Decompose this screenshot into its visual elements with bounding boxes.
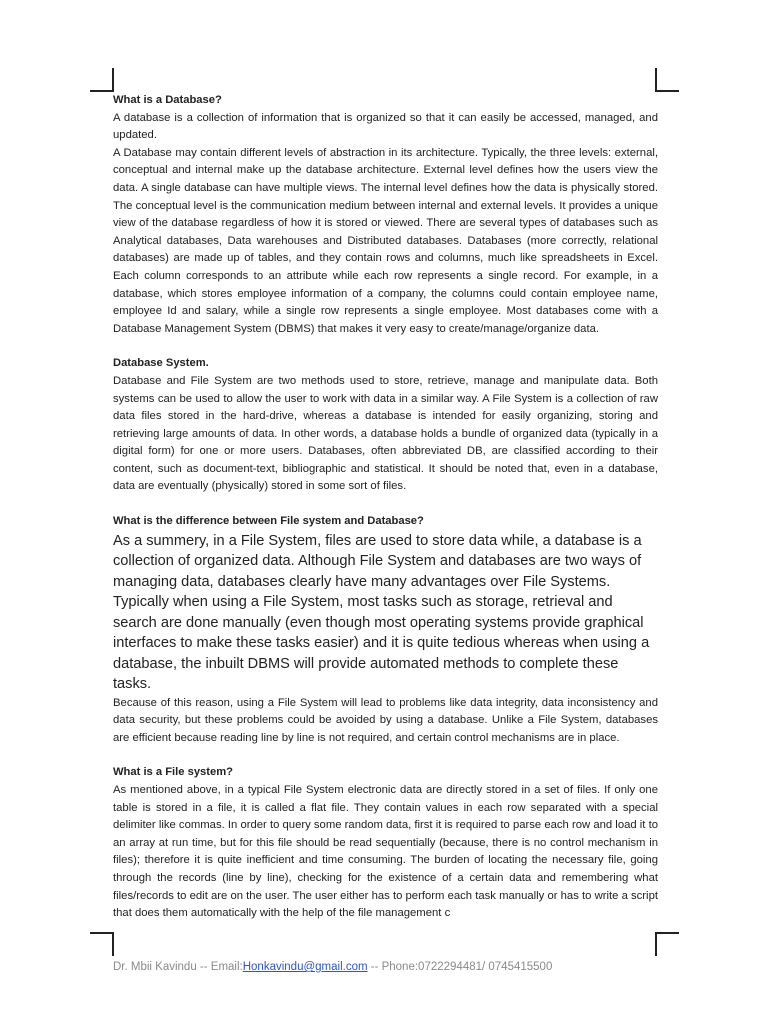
footer-email-link[interactable]: Honkavindu@gmail.com (242, 961, 368, 973)
crop-mark-top-left-horizontal (90, 90, 114, 92)
crop-mark-bottom-left-horizontal (90, 932, 114, 934)
paragraph-database-system: Database and File System are two methods used to store, retrieve, manage and manipulate data. Both systems can be used to allow the user to work with data in a similar way. A File System is a collection of raw data files stored in the hard-drive, whereas a database is intended for easily organizing, storing and retrieving large amounts of data. In other words, a database holds a bundle of organized data (typically in a digital form) for one or more users. Databases, often abbreviated DB, are classified according to their content, such as document-text, bibliographic and statistical. It should be noted that, even in a database, data are eventually (physically) stored in some sort of files. (113, 374, 658, 493)
page-footer (113, 961, 552, 973)
document-page (113, 92, 658, 922)
footer-author: Dr. Mbii Kavindu -- Email: (113, 961, 243, 973)
paragraph-difference-summary: As a summery, in a File System, files are used to store data while, a database is a collection of organized data. Although File System and databases are two ways of managing data, databases clearly have many advantages over File Systems. Typically when using a File System, most tasks such as storage, retrieval and search are done manually (even though most operating systems provide graphical interfaces to make these tasks easier) and it is quite tedious whereas when using a database, the inbuilt DBMS will provide automated methods to complete these tasks. (113, 532, 650, 693)
footer-phone: -- Phone:0722294481/ 0745415500 (367, 961, 553, 973)
crop-mark-bottom-right-vertical (655, 932, 657, 956)
paragraph-database-architecture: A Database may contain different levels of abstraction in its architecture. Typically, the three levels: external, conceptual and internal make up the database architecture. External level defines how the users view the data. A single database can have multiple views. The internal level defines how the data is physically stored. The conceptual level is the communication medium between internal and external levels. It provides a unique view of the database regardless of how it is stored or viewed. There are several types of databases such as Analytical databases, Data warehouses and Distributed databases. Databases (more correctly, relational databases) are made up of tables, and they contain rows and columns, much like spreadsheets in Excel. Each column corresponds to an attribute while each row represents a single record. For example, in a database, which stores employee information of a company, the columns could contain employee name, employee Id and salary, while a single row represents a single employee. Most databases come with a Database Management System (DBMS) that makes it very easy to create/manage/organize data. (113, 146, 658, 335)
section-heading-file-system: What is a File system? (113, 766, 233, 779)
crop-mark-top-left-vertical (112, 68, 114, 92)
paragraph-database-definition: A database is a collection of information that is organized so that it can easily be accessed, managed, and updated. (113, 111, 658, 142)
section-heading-database-system: Database System. (113, 357, 209, 370)
section-heading-database: What is a Database? (113, 94, 222, 106)
crop-mark-bottom-left-vertical (112, 932, 114, 956)
paragraph-file-system: As mentioned above, in a typical File System electronic data are directly stored in a set of files. If only one table is stored in a file, it is called a flat file. They contain values in each row separated with a special delimiter like commas. In order to query some random data, first it is required to parse each row and load it to an array at run time, but for this file should be read sequentially (because, there is no control mechanism in files); therefore it is quite inefficient and time consuming. The burden of locating the necessary file, going through the records (line by line), checking for the existence of a certain data and remembering what files/records to edit are on the user. The user either has to perform each task manually or has to write a script that does them automatically with the help of the file management c (113, 784, 658, 920)
crop-mark-top-right-horizontal (655, 90, 679, 92)
crop-mark-top-right-vertical (655, 68, 657, 92)
section-heading-difference: What is the difference between File system and Database? (113, 515, 424, 528)
crop-mark-bottom-right-horizontal (655, 932, 679, 934)
paragraph-difference-problems: Because of this reason, using a File System will lead to problems like data integrity, data inconsistency and data security, but these problems could be avoided by using a database. Unlike a File System, databases are efficient because reading line by line is not required, and certain control mechanisms are in place. (113, 696, 658, 744)
